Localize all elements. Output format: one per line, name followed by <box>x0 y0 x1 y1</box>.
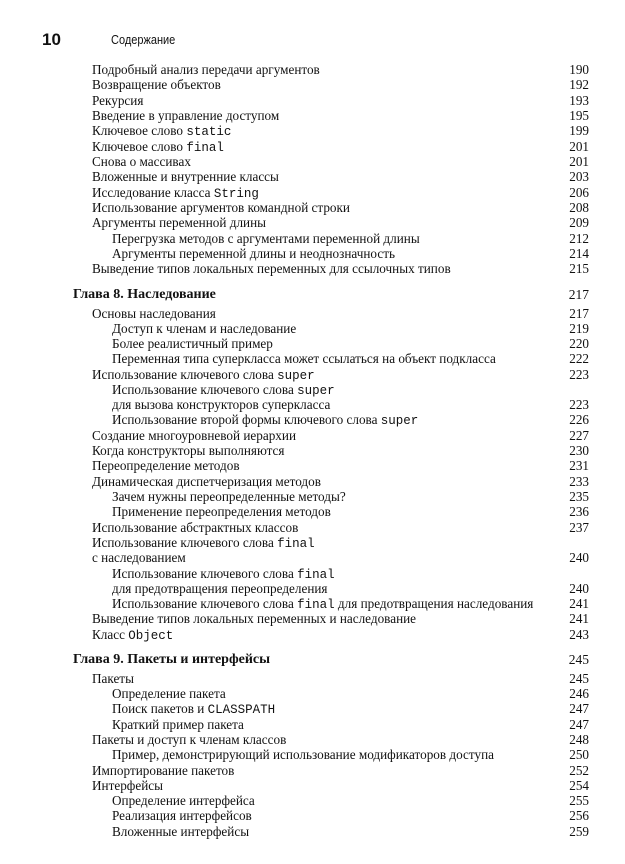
toc-entry <box>0 185 589 200</box>
toc-entry <box>0 504 589 519</box>
toc-entry-title <box>73 652 270 667</box>
toc-entry <box>0 717 589 732</box>
toc-entry <box>0 306 589 321</box>
toc-page-number: 195 <box>569 108 589 123</box>
toc-page-number: 245 <box>568 652 589 667</box>
toc-entry-title <box>112 793 255 808</box>
toc-page-number: 243 <box>569 627 589 642</box>
toc-entry-text: Зачем нужны переопределенные методы? <box>112 489 346 504</box>
toc-entry-text: Определение пакета <box>112 686 226 701</box>
toc-page-number: 248 <box>569 732 589 747</box>
toc-entry-code: Object <box>128 629 174 643</box>
toc-entry-text: Использование ключевого слова <box>112 566 298 581</box>
toc-entry-text: Динамическая диспетчеризация методов <box>92 474 321 489</box>
toc-entry-title <box>92 520 298 535</box>
toc-entry-title <box>112 336 273 351</box>
toc-entry <box>0 336 589 351</box>
toc-entry <box>0 581 589 596</box>
toc-page-number: 226 <box>569 412 589 427</box>
toc-page-number: 201 <box>569 154 589 169</box>
toc-entry-text: Определение интерфейса <box>112 793 255 808</box>
toc-page-number: 247 <box>569 717 589 732</box>
toc-entry-text: Пакеты <box>92 671 134 686</box>
toc-entry <box>0 215 589 230</box>
toc-entry-text: Импортирование пакетов <box>92 763 235 778</box>
toc-entry-text: Подробный анализ передачи аргументов <box>92 62 320 77</box>
toc-entry-title <box>112 397 330 412</box>
toc-entry-title <box>112 246 395 261</box>
toc-entry-code: CLASSPATH <box>207 703 276 717</box>
toc-entry-title <box>112 701 275 718</box>
toc-page-number: 237 <box>569 520 589 535</box>
toc-entry <box>0 351 589 366</box>
toc-page-number: 217 <box>569 306 589 321</box>
toc-entry-title <box>92 443 284 458</box>
toc-entry <box>0 671 589 686</box>
toc-page-number: 199 <box>569 123 589 138</box>
toc-entry-text: Использование абстрактных классов <box>92 520 299 535</box>
toc-entry-text: Переопределение методов <box>92 458 240 473</box>
toc-page-number: 240 <box>569 581 589 596</box>
toc-entry-text: Аргументы переменной длины и неоднозначность <box>112 246 395 261</box>
toc-entry-title <box>112 321 296 336</box>
toc-entry-title <box>112 808 252 823</box>
toc-entry-title <box>112 824 249 839</box>
toc-entry-text: Введение в управление доступом <box>92 108 280 123</box>
toc-page-number: 230 <box>569 443 589 458</box>
toc-entry <box>0 458 589 473</box>
toc-entry <box>0 520 589 535</box>
toc-chapter-heading <box>0 652 589 667</box>
toc-entry <box>0 108 589 123</box>
toc-page-number: 254 <box>569 778 589 793</box>
toc-entry-text: с наследованием <box>92 550 186 565</box>
toc-entry-text: Использование ключевого слова <box>112 382 298 397</box>
toc-page-number: 219 <box>569 321 589 336</box>
toc-entry <box>0 611 589 626</box>
toc-entry-title <box>92 474 321 489</box>
toc-entry <box>0 596 589 611</box>
page-number: 10 <box>42 30 61 49</box>
toc-page-number: 227 <box>569 428 589 443</box>
toc-page-number: 193 <box>569 93 589 108</box>
toc-entry-title <box>92 732 286 747</box>
toc-entry <box>0 732 589 747</box>
toc-entry-code: static <box>186 125 232 139</box>
toc-entry <box>0 701 589 716</box>
toc-entry-text: Реализация интерфейсов <box>112 808 252 823</box>
toc-entry-title <box>92 611 416 626</box>
toc-entry <box>0 763 589 778</box>
toc-page-number: 192 <box>569 77 589 92</box>
toc-page-number: 209 <box>569 215 589 230</box>
toc-page-number: 217 <box>568 287 589 302</box>
toc-entry <box>0 550 589 565</box>
toc-entry-text: для вызова конструкторов суперкласса <box>112 397 331 412</box>
toc-entry-text: для предотвращения переопределения <box>112 581 328 596</box>
toc-entry <box>0 367 589 382</box>
toc-entry-text: Вложенные интерфейсы <box>112 824 250 839</box>
toc-entry-text: Использование второй формы ключевого слова <box>112 412 381 427</box>
toc-entry-text: Глава 8. Наследование <box>73 287 216 302</box>
toc-page-number: 214 <box>569 246 589 261</box>
toc-entry-title <box>112 717 244 732</box>
toc-entry-title <box>112 581 328 596</box>
toc-entry <box>0 397 589 412</box>
running-header-title: Содержание <box>111 33 176 47</box>
toc-entry-title <box>112 747 494 762</box>
toc-entry <box>0 747 589 762</box>
toc-entry-title <box>112 231 420 246</box>
toc-entry <box>0 443 589 458</box>
toc-entry <box>0 489 589 504</box>
toc-entry-title <box>92 778 163 793</box>
toc-page-number: 241 <box>569 611 589 626</box>
toc-page-number: 256 <box>569 808 589 823</box>
toc-page-number: 245 <box>569 671 589 686</box>
toc-entry <box>0 778 589 793</box>
toc-entry-text: Интерфейсы <box>92 778 163 793</box>
toc-entry <box>0 627 589 642</box>
toc-entry <box>0 246 589 261</box>
toc-entry-code: super <box>277 369 315 383</box>
toc-entry-code: final <box>297 598 335 612</box>
toc-entry-title <box>112 504 331 519</box>
toc-entry <box>0 793 589 808</box>
toc-entry <box>0 428 589 443</box>
toc-entry-text: Основы наследования <box>92 306 216 321</box>
toc-page-number: 255 <box>569 793 589 808</box>
toc-entry-title <box>92 123 231 140</box>
toc-page-number: 240 <box>569 550 589 565</box>
toc-page-number: 222 <box>569 351 589 366</box>
toc-entry-title <box>92 108 279 123</box>
toc-entry-title <box>92 93 143 108</box>
toc-entry-text: Когда конструкторы выполняются <box>92 443 285 458</box>
toc-page-number: 206 <box>569 185 589 200</box>
toc-entry <box>0 686 589 701</box>
toc-entry-title <box>92 77 221 92</box>
toc-entry-text: Снова о массивах <box>92 154 191 169</box>
toc-entry-text: Пакеты и доступ к членам классов <box>92 732 287 747</box>
toc-entry-text: Применение переопределения методов <box>112 504 331 519</box>
toc-page-number: 203 <box>569 169 589 184</box>
toc-entry-title <box>73 287 216 302</box>
toc-page-number: 223 <box>569 397 589 412</box>
toc-page-number: 241 <box>569 596 589 611</box>
toc-page-number: 235 <box>569 489 589 504</box>
toc-entry-code: super <box>380 414 419 428</box>
toc-page-number: 252 <box>569 763 589 778</box>
toc-entry <box>0 261 589 276</box>
toc-entry-title <box>92 261 451 276</box>
toc-page-number: 212 <box>569 231 589 246</box>
toc-entry-title <box>92 428 296 443</box>
toc-page-number: 223 <box>569 367 589 382</box>
toc-entry <box>0 77 589 92</box>
toc-entry-text: Более реалистичный пример <box>112 336 273 351</box>
toc-entry-text: Вложенные и внутренние классы <box>92 169 279 184</box>
toc-entry <box>0 231 589 246</box>
toc-entry-text: Аргументы переменной длины <box>92 215 267 230</box>
toc-entry-text: Использование аргументов командной строки <box>92 200 350 215</box>
toc-entry-text: Ключевое слово <box>92 139 187 154</box>
toc-entry-code: final <box>186 141 224 155</box>
toc-entry-text: Ключевое слово <box>92 123 187 138</box>
toc-page-number: 231 <box>569 458 589 473</box>
toc-entry-text: Рекурсия <box>92 93 144 108</box>
toc-page-number: 259 <box>569 824 589 839</box>
toc-entry <box>0 412 589 427</box>
toc-entry-text: Использование ключевого слова <box>92 367 278 382</box>
toc-entry-text: Использование ключевого слова <box>92 535 278 550</box>
toc-entry-code: super <box>297 384 335 398</box>
toc-page-number: 247 <box>569 701 589 716</box>
toc-entry-title <box>92 62 320 77</box>
toc-entry <box>0 808 589 823</box>
toc-entry-text: Глава 9. Пакеты и интерфейсы <box>73 652 271 667</box>
toc-entry <box>0 321 589 336</box>
toc-entry-title <box>92 627 173 644</box>
toc-entry <box>0 154 589 169</box>
toc-entry <box>0 566 589 581</box>
toc-entry-text: Класс <box>92 627 129 642</box>
toc-entry-text: Возвращение объектов <box>92 77 221 92</box>
toc-page-number: 246 <box>569 686 589 701</box>
toc-entry-title <box>112 686 226 701</box>
toc-entry-text: Создание многоуровневой иерархии <box>92 428 297 443</box>
toc-entry-title <box>92 550 186 565</box>
toc-entry <box>0 93 589 108</box>
toc-entry-text: Использование ключевого слова <box>112 596 298 611</box>
toc-entry-text: Исследование класса <box>92 185 214 200</box>
toc-entry-code: String <box>213 187 259 201</box>
toc-entry-text: Выведение типов локальных переменных и наследование <box>92 611 417 626</box>
toc-chapter-heading <box>0 287 589 302</box>
toc-entry <box>0 824 589 839</box>
toc-entry-code: final <box>297 568 335 582</box>
toc-page-number: 201 <box>569 139 589 154</box>
toc-page-number: 215 <box>569 261 589 276</box>
toc-entry-title <box>112 412 418 429</box>
toc-entry-title <box>112 351 496 366</box>
toc-entry-title <box>92 763 234 778</box>
toc-entry-code: final <box>277 537 315 551</box>
toc-entry-title <box>92 215 266 230</box>
toc-page-number: 233 <box>569 474 589 489</box>
toc-entry <box>0 62 589 77</box>
toc-entry <box>0 123 589 138</box>
toc-entry-title <box>92 671 134 686</box>
toc-entry <box>0 382 589 397</box>
toc-entry-text: Доступ к членам и наследование <box>112 321 297 336</box>
toc-entry-text-after: для предотвращения наследования <box>334 596 534 611</box>
toc-entry-title <box>92 458 240 473</box>
toc-entry-text: Пример, демонстрирующий использование модификаторов доступа <box>112 747 494 762</box>
toc-entry <box>0 200 589 215</box>
toc-entry-text: Перегрузка методов с аргументами переменной длины <box>112 231 420 246</box>
toc-entry <box>0 535 589 550</box>
toc-entry <box>0 474 589 489</box>
toc-entry-title <box>92 306 216 321</box>
toc-entry-text: Поиск пакетов и <box>112 701 208 716</box>
toc-entry-title <box>92 169 279 184</box>
toc-entry-title <box>112 489 346 504</box>
toc-entry-title <box>92 200 350 215</box>
toc-page-number: 236 <box>569 504 589 519</box>
toc-entry-text: Выведение типов локальных переменных для ссылочных типов <box>92 261 451 276</box>
toc-page-number: 220 <box>569 336 589 351</box>
toc-entry <box>0 169 589 184</box>
toc-page-number: 208 <box>569 200 589 215</box>
toc-page-number: 190 <box>569 62 589 77</box>
toc-entry-text: Краткий пример пакета <box>112 717 244 732</box>
toc-entry <box>0 139 589 154</box>
toc-entry-text: Переменная типа суперкласса может ссылаться на объект подкласса <box>112 351 496 366</box>
toc-entry-title <box>92 154 191 169</box>
toc-page-number: 250 <box>569 747 589 762</box>
